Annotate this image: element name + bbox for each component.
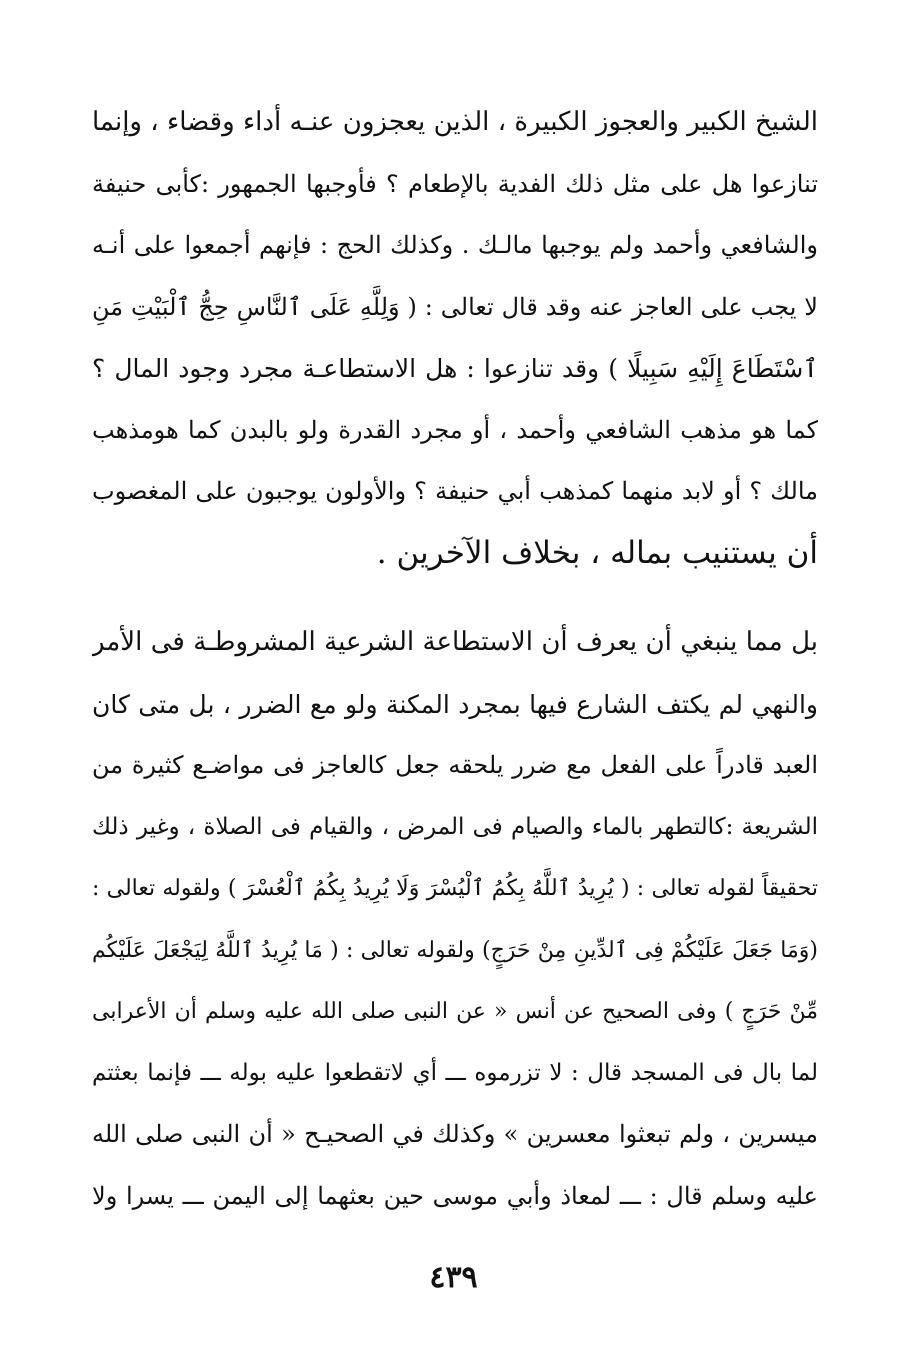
text-line: عليه وسلم قال : ـــ لمعاذ وأبي موسى حين بعثهما إلى اليمن ـــ يسرا ولا <box>92 1181 818 1210</box>
text-line: والشافعي وأحمد ولم يوجبها مالـك . وكذلك الحج : فإنهم أجمعوا على أنـه <box>92 231 818 259</box>
text-line: لا يجب على العاجز عنه وقد قال تعالى : ( وَلِلَّهِ عَلَى ٱلنَّاسِ حِجُّ ٱلْبَيْتِ مَنِ <box>92 292 818 321</box>
text-line: والنهي لم يكتف الشارع فيها بمجرد المكنة ولو مع الضرر ، بل متى كان <box>92 689 818 719</box>
text-line: مالك ؟ أو لابد منهما كمذهب أبي حنيفة ؟ والأولون يوجبون على المغصوب <box>92 477 818 505</box>
paragraph-2 <box>92 612 818 1227</box>
text-line: الشريعة :كالتطهر بالماء والصيام فى المرض ، والقيام فى الصلاة ، وغير ذلك <box>92 813 818 840</box>
paragraph-1 <box>92 92 818 584</box>
text-line: لما بال فى المسجد قال : لا تزرموه ـــ أي لاتقطعوا عليه بوله ـــ فإنما بعثتم <box>92 1059 818 1086</box>
text-line: مِّنْ حَرَجٍ ) وفى الصحيح عن أنس « عن النبى صلى الله عليه وسلم أن الأعرابى <box>92 999 818 1024</box>
text-line: كما هو مذهب الشافعي وأحمد ، أو مجرد القدرة ولو بالبدن كما هومذهب <box>92 415 818 444</box>
text-line: بل مما ينبغي أن يعرف أن الاستطاعة الشرعية المشروطـة فى الأمر <box>92 627 818 657</box>
text-line: أن يستنيب بماله ، بخلاف الآخرين . <box>376 534 818 571</box>
text-line: ٱسْتَطَاعَ إِلَيْهِ سَبِيلًا ) وقد تنازعوا : هل الاستطاعـة مجرد وجود المال ؟ <box>92 354 818 383</box>
text-line: (وَمَا جَعَلَ عَلَيْكُمْ فِى ٱلدِّينِ مِنْ حَرَجٍ) ولقوله تعالى : ( مَا يُرِيدُ ٱللَّهُ لِيَجْعَلَ عَلَيْكُم <box>92 937 818 963</box>
text-line: تحقيقاً لقوله تعالى : ( يُرِيدُ ٱللَّهُ بِكُمُ ٱلْيُسْرَ وَلَا يُرِيدُ بِكُمُ ٱلْعُسْرَ ) ولقوله تعالى : <box>92 876 818 901</box>
text-line: تنازعوا هل على مثل ذلك الفدية بالإطعام ؟ فأوجبها الجمهور :كأبى حنيفة <box>92 169 818 198</box>
page-number: ٤٣٩ <box>429 1260 478 1295</box>
text-line: ميسرين ، ولم تبعثوا معسرين » وكذلك في الصحيـح « أن النبى صلى الله <box>92 1120 818 1148</box>
text-line: الشيخ الكبير والعجوز الكبيرة ، الذين يعجزون عنـه أداء وقضاء ، وإنما <box>92 107 818 137</box>
text-line: العبد قادراً على الفعل مع ضرر يلحقه جعل كالعاجز فى مواضـع كثيرة من <box>92 751 818 779</box>
